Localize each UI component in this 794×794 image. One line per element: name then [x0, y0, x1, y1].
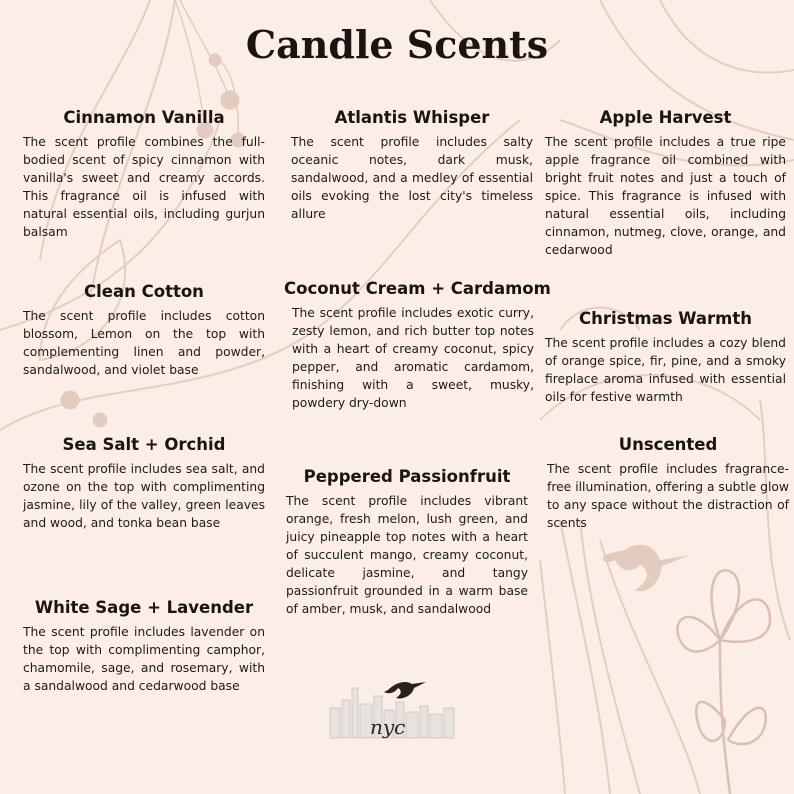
scent-apple-harvest: [545, 108, 786, 259]
scent-description: The scent profile includes exotic curry, zesty lemon, and rich butter top notes with a heart of creamy coconut, spicy pepper, and aromatic cardamom, finishing with a sweet, musky, powdery dry-down: [292, 306, 534, 410]
scent-coconut-cream-cardamom: [284, 279, 551, 412]
scent-clean-cotton: [23, 282, 265, 379]
scent-description: The scent profile includes fragrance-free illumination, offering a subtle glow to any space without the distraction of scents: [547, 462, 789, 530]
logo-text: nyc: [370, 715, 406, 739]
scent-description: The scent profile includes a true ripe apple fragrance oil combined with bright fruit notes and just a touch of spice. This fragrance is infused with natural essential oils, including cinnamon, nutmeg, clove, orange, and cedarwood: [545, 135, 786, 257]
scent-description: The scent profile includes vibrant orange, fresh melon, lush green, and juicy pineapple top notes with a heart of succulent mango, creamy coconut, delicate jasmine, and tangy passionfruit grounded in a warm base of amber, musk, and sandalwood: [286, 494, 528, 616]
scent-description: The scent profile includes salty oceanic notes, dark musk, sandalwood, and a medley of essential oils evoking the lost city's timeless allure: [291, 135, 533, 221]
scent-white-sage-lavender: [23, 598, 265, 695]
scent-name: Sea Salt + Orchid: [62, 435, 226, 454]
scent-description: The scent profile includes sea salt, and ozone on the top with complimenting jasmine, lily of the valley, green leaves and wood, and tonka bean base: [23, 462, 265, 530]
scent-description: The scent profile combines the full-bodied scent of spicy cinnamon with vanilla's sweet and creamy accords. This fragrance oil is infused with natural essential oils, including gurjun balsam: [23, 135, 265, 239]
scent-name: Coconut Cream + Cardamom: [284, 279, 551, 298]
scent-description: The scent profile includes a cozy blend of orange spice, fir, pine, and a smoky fireplace aroma infused with essential oils for festive warmth: [545, 336, 786, 404]
scent-cinnamon-vanilla: [23, 108, 265, 241]
scent-name: Cinnamon Vanilla: [63, 108, 225, 127]
scent-description: The scent profile includes lavender on the top with complimenting camphor, chamomile, sage, and rosemary, with a sandalwood and cedarwood base: [23, 625, 265, 693]
scent-atlantis-whisper: [291, 108, 533, 223]
brand-logo: [326, 668, 458, 746]
scent-name: Christmas Warmth: [579, 309, 752, 328]
scent-peppered-passionfruit: [286, 467, 528, 618]
scent-name: Apple Harvest: [599, 108, 732, 127]
scent-name: Clean Cotton: [84, 282, 204, 301]
scent-name: Atlantis Whisper: [334, 108, 490, 127]
scent-name: Unscented: [618, 435, 718, 454]
scent-unscented: [547, 435, 789, 532]
scent-description: The scent profile includes cotton blossom, Lemon on the top with complementing linen and powder, sandalwood, and violet base: [23, 309, 265, 377]
scent-name: Peppered Passionfruit: [303, 467, 511, 486]
scent-christmas-warmth: [545, 309, 786, 406]
page-title: Candle Scents: [245, 22, 549, 67]
scent-sea-salt-orchid: [23, 435, 265, 532]
scent-name: White Sage + Lavender: [34, 598, 254, 617]
